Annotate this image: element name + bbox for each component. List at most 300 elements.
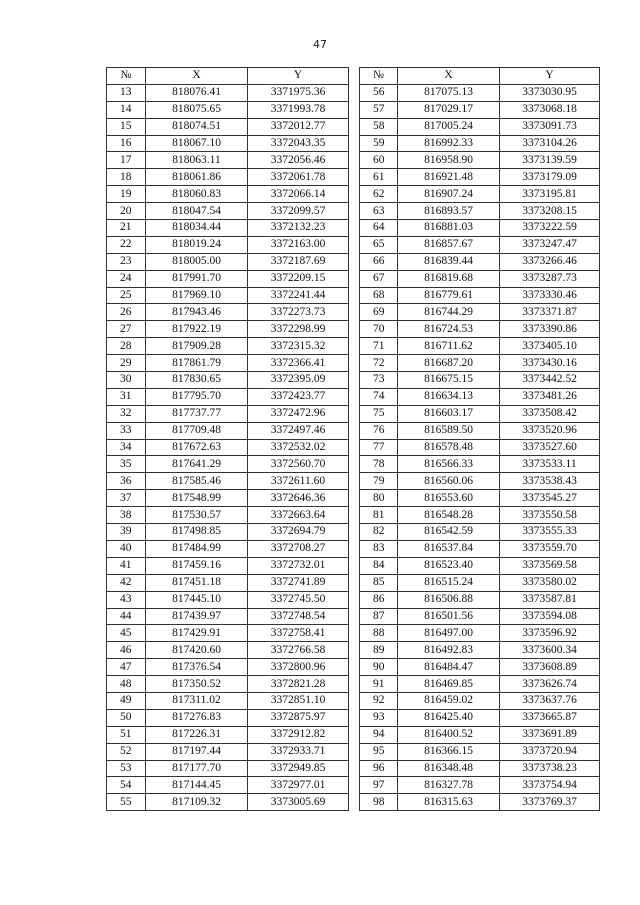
column-gap — [349, 68, 360, 85]
point-number-left: 18 — [107, 169, 146, 186]
x-coordinate-right: 816881.03 — [398, 220, 500, 237]
point-number-left: 24 — [107, 270, 146, 287]
point-number-left: 30 — [107, 372, 146, 389]
x-coordinate-left: 817376.54 — [146, 659, 248, 676]
x-coordinate-left: 818047.54 — [146, 203, 248, 220]
y-coordinate-right: 3373600.34 — [500, 642, 600, 659]
y-coordinate-left: 3372163.00 — [248, 236, 349, 253]
y-coordinate-right: 3373538.43 — [500, 473, 600, 490]
point-number-left: 20 — [107, 203, 146, 220]
y-coordinate-right: 3373555.33 — [500, 524, 600, 541]
x-coordinate-right: 816537.84 — [398, 540, 500, 557]
column-gap — [349, 304, 360, 321]
column-gap — [349, 726, 360, 743]
y-coordinate-right: 3373139.59 — [500, 152, 600, 169]
table-row — [107, 540, 600, 557]
point-number-right: 57 — [360, 101, 398, 118]
x-coordinate-left: 817177.70 — [146, 760, 248, 777]
point-number-left: 41 — [107, 557, 146, 574]
point-number-right: 78 — [360, 456, 398, 473]
point-number-left: 23 — [107, 253, 146, 270]
x-coordinate-left: 818076.41 — [146, 84, 248, 101]
point-number-left: 45 — [107, 625, 146, 642]
point-number-right: 96 — [360, 760, 398, 777]
y-coordinate-right: 3373508.42 — [500, 405, 600, 422]
point-number-right: 92 — [360, 692, 398, 709]
point-number-left: 37 — [107, 490, 146, 507]
y-coordinate-right: 3373594.08 — [500, 608, 600, 625]
y-coordinate-left: 3372066.14 — [248, 186, 349, 203]
point-number-right: 75 — [360, 405, 398, 422]
point-number-right: 63 — [360, 203, 398, 220]
column-gap — [349, 490, 360, 507]
table-header-row — [107, 68, 600, 85]
y-coordinate-right: 3373665.87 — [500, 709, 600, 726]
table-row — [107, 304, 600, 321]
y-coordinate-left: 3372851.10 — [248, 692, 349, 709]
x-coordinate-left: 817420.60 — [146, 642, 248, 659]
y-coordinate-left: 3372132.23 — [248, 220, 349, 237]
point-number-right: 58 — [360, 118, 398, 135]
y-coordinate-right: 3373030.95 — [500, 84, 600, 101]
y-coordinate-left: 3372977.01 — [248, 777, 349, 794]
x-coordinate-left: 817350.52 — [146, 676, 248, 693]
point-number-right: 61 — [360, 169, 398, 186]
x-coordinate-left: 817439.97 — [146, 608, 248, 625]
page-number: 47 — [313, 38, 327, 51]
header-x-left: X — [146, 68, 248, 85]
y-coordinate-right: 3373390.86 — [500, 321, 600, 338]
table-row — [107, 220, 600, 237]
table-row — [107, 524, 600, 541]
point-number-left: 22 — [107, 236, 146, 253]
point-number-left: 52 — [107, 743, 146, 760]
y-coordinate-right: 3373569.58 — [500, 557, 600, 574]
x-coordinate-right: 816687.20 — [398, 355, 500, 372]
point-number-left: 19 — [107, 186, 146, 203]
point-number-right: 82 — [360, 524, 398, 541]
point-number-right: 74 — [360, 388, 398, 405]
column-gap — [349, 709, 360, 726]
point-number-right: 73 — [360, 372, 398, 389]
column-gap — [349, 84, 360, 101]
x-coordinate-left: 818060.83 — [146, 186, 248, 203]
x-coordinate-right: 816501.56 — [398, 608, 500, 625]
y-coordinate-right: 3373527.60 — [500, 439, 600, 456]
y-coordinate-right: 3373222.59 — [500, 220, 600, 237]
y-coordinate-left: 3371993.78 — [248, 101, 349, 118]
table-row — [107, 169, 600, 186]
x-coordinate-right: 816907.24 — [398, 186, 500, 203]
table-row — [107, 338, 600, 355]
point-number-right: 90 — [360, 659, 398, 676]
x-coordinate-right: 816348.48 — [398, 760, 500, 777]
point-number-right: 87 — [360, 608, 398, 625]
y-coordinate-left: 3372061.78 — [248, 169, 349, 186]
point-number-right: 83 — [360, 540, 398, 557]
y-coordinate-left: 3372560.70 — [248, 456, 349, 473]
x-coordinate-right: 816542.59 — [398, 524, 500, 541]
table-row — [107, 557, 600, 574]
x-coordinate-right: 816425.40 — [398, 709, 500, 726]
y-coordinate-left: 3372875.97 — [248, 709, 349, 726]
x-coordinate-left: 817641.29 — [146, 456, 248, 473]
y-coordinate-left: 3372273.73 — [248, 304, 349, 321]
point-number-left: 17 — [107, 152, 146, 169]
table-row — [107, 186, 600, 203]
coordinates-table — [106, 67, 600, 811]
x-coordinate-right: 816400.52 — [398, 726, 500, 743]
point-number-left: 49 — [107, 692, 146, 709]
column-gap — [349, 372, 360, 389]
y-coordinate-left: 3372732.01 — [248, 557, 349, 574]
x-coordinate-left: 817922.19 — [146, 321, 248, 338]
x-coordinate-left: 817830.65 — [146, 372, 248, 389]
y-coordinate-left: 3372821.28 — [248, 676, 349, 693]
table-row — [107, 760, 600, 777]
x-coordinate-left: 817197.44 — [146, 743, 248, 760]
x-coordinate-left: 817451.18 — [146, 574, 248, 591]
table-row — [107, 270, 600, 287]
point-number-left: 47 — [107, 659, 146, 676]
x-coordinate-right: 816469.85 — [398, 676, 500, 693]
table-row — [107, 794, 600, 811]
table-row — [107, 439, 600, 456]
point-number-left: 50 — [107, 709, 146, 726]
y-coordinate-right: 3373179.09 — [500, 169, 600, 186]
y-coordinate-right: 3373405.10 — [500, 338, 600, 355]
column-gap — [349, 422, 360, 439]
table-row — [107, 355, 600, 372]
y-coordinate-left: 3372395.09 — [248, 372, 349, 389]
x-coordinate-left: 817429.91 — [146, 625, 248, 642]
y-coordinate-right: 3373430.16 — [500, 355, 600, 372]
column-gap — [349, 152, 360, 169]
y-coordinate-right: 3373287.73 — [500, 270, 600, 287]
y-coordinate-right: 3373442.52 — [500, 372, 600, 389]
point-number-right: 59 — [360, 135, 398, 152]
header-x-right: X — [398, 68, 500, 85]
y-coordinate-left: 3373005.69 — [248, 794, 349, 811]
point-number-right: 91 — [360, 676, 398, 693]
x-coordinate-left: 817943.46 — [146, 304, 248, 321]
y-coordinate-right: 3373550.58 — [500, 507, 600, 524]
table-row — [107, 253, 600, 270]
column-gap — [349, 591, 360, 608]
y-coordinate-left: 3372056.46 — [248, 152, 349, 169]
x-coordinate-left: 817795.70 — [146, 388, 248, 405]
x-coordinate-right: 816315.63 — [398, 794, 500, 811]
y-coordinate-right: 3373754.94 — [500, 777, 600, 794]
column-gap — [349, 557, 360, 574]
column-gap — [349, 760, 360, 777]
point-number-right: 84 — [360, 557, 398, 574]
table-row — [107, 574, 600, 591]
point-number-left: 26 — [107, 304, 146, 321]
x-coordinate-right: 816744.29 — [398, 304, 500, 321]
x-coordinate-left: 817484.99 — [146, 540, 248, 557]
column-gap — [349, 507, 360, 524]
point-number-right: 97 — [360, 777, 398, 794]
point-number-right: 68 — [360, 287, 398, 304]
table-row — [107, 101, 600, 118]
column-gap — [349, 405, 360, 422]
x-coordinate-left: 817226.31 — [146, 726, 248, 743]
point-number-right: 98 — [360, 794, 398, 811]
x-coordinate-right: 816506.88 — [398, 591, 500, 608]
column-gap — [349, 743, 360, 760]
header-y-right: Y — [500, 68, 600, 85]
column-gap — [349, 439, 360, 456]
point-number-left: 28 — [107, 338, 146, 355]
x-coordinate-right: 816327.78 — [398, 777, 500, 794]
y-coordinate-left: 3372748.54 — [248, 608, 349, 625]
column-gap — [349, 540, 360, 557]
point-number-left: 46 — [107, 642, 146, 659]
point-number-right: 56 — [360, 84, 398, 101]
point-number-left: 42 — [107, 574, 146, 591]
x-coordinate-left: 817311.02 — [146, 692, 248, 709]
table-row — [107, 692, 600, 709]
table-row — [107, 659, 600, 676]
table-row — [107, 473, 600, 490]
y-coordinate-left: 3372497.46 — [248, 422, 349, 439]
point-number-right: 79 — [360, 473, 398, 490]
x-coordinate-left: 817459.16 — [146, 557, 248, 574]
x-coordinate-right: 816634.13 — [398, 388, 500, 405]
point-number-right: 71 — [360, 338, 398, 355]
y-coordinate-right: 3373091.73 — [500, 118, 600, 135]
point-number-left: 53 — [107, 760, 146, 777]
point-number-right: 64 — [360, 220, 398, 237]
y-coordinate-left: 3372766.58 — [248, 642, 349, 659]
point-number-right: 66 — [360, 253, 398, 270]
x-coordinate-right: 816711.62 — [398, 338, 500, 355]
point-number-left: 33 — [107, 422, 146, 439]
y-coordinate-left: 3372949.85 — [248, 760, 349, 777]
column-gap — [349, 118, 360, 135]
point-number-left: 54 — [107, 777, 146, 794]
y-coordinate-right: 3373533.11 — [500, 456, 600, 473]
x-coordinate-right: 816857.67 — [398, 236, 500, 253]
x-coordinate-right: 816484.47 — [398, 659, 500, 676]
x-coordinate-right: 816548.28 — [398, 507, 500, 524]
x-coordinate-left: 817861.79 — [146, 355, 248, 372]
y-coordinate-right: 3373247.47 — [500, 236, 600, 253]
x-coordinate-left: 817144.45 — [146, 777, 248, 794]
y-coordinate-right: 3373769.37 — [500, 794, 600, 811]
point-number-left: 40 — [107, 540, 146, 557]
x-coordinate-right: 816839.44 — [398, 253, 500, 270]
x-coordinate-left: 818067.10 — [146, 135, 248, 152]
header-number-left: № — [107, 68, 146, 85]
y-coordinate-left: 3372298.99 — [248, 321, 349, 338]
point-number-right: 69 — [360, 304, 398, 321]
column-gap — [349, 524, 360, 541]
column-gap — [349, 287, 360, 304]
x-coordinate-right: 816366.15 — [398, 743, 500, 760]
y-coordinate-right: 3373596.92 — [500, 625, 600, 642]
point-number-left: 55 — [107, 794, 146, 811]
y-coordinate-left: 3372933.71 — [248, 743, 349, 760]
table-row — [107, 321, 600, 338]
y-coordinate-left: 3372532.02 — [248, 439, 349, 456]
y-coordinate-left: 3372012.77 — [248, 118, 349, 135]
x-coordinate-left: 817548.99 — [146, 490, 248, 507]
point-number-left: 16 — [107, 135, 146, 152]
point-number-right: 85 — [360, 574, 398, 591]
y-coordinate-right: 3373266.46 — [500, 253, 600, 270]
column-gap — [349, 794, 360, 811]
y-coordinate-left: 3372099.57 — [248, 203, 349, 220]
point-number-left: 43 — [107, 591, 146, 608]
x-coordinate-right: 816578.48 — [398, 439, 500, 456]
column-gap — [349, 692, 360, 709]
y-coordinate-right: 3373545.27 — [500, 490, 600, 507]
table-row — [107, 642, 600, 659]
x-coordinate-right: 816589.50 — [398, 422, 500, 439]
x-coordinate-left: 817109.32 — [146, 794, 248, 811]
x-coordinate-right: 816603.17 — [398, 405, 500, 422]
x-coordinate-left: 817991.70 — [146, 270, 248, 287]
point-number-right: 62 — [360, 186, 398, 203]
y-coordinate-right: 3373208.15 — [500, 203, 600, 220]
point-number-right: 86 — [360, 591, 398, 608]
y-coordinate-left: 3372800.96 — [248, 659, 349, 676]
x-coordinate-left: 817909.28 — [146, 338, 248, 355]
x-coordinate-right: 816459.02 — [398, 692, 500, 709]
point-number-right: 94 — [360, 726, 398, 743]
header-y-left: Y — [248, 68, 349, 85]
x-coordinate-right: 816779.61 — [398, 287, 500, 304]
point-number-right: 93 — [360, 709, 398, 726]
point-number-right: 76 — [360, 422, 398, 439]
x-coordinate-left: 817585.46 — [146, 473, 248, 490]
table-body — [107, 84, 600, 810]
column-gap — [349, 642, 360, 659]
y-coordinate-right: 3373195.81 — [500, 186, 600, 203]
point-number-left: 44 — [107, 608, 146, 625]
table-row — [107, 777, 600, 794]
y-coordinate-left: 3372694.79 — [248, 524, 349, 541]
y-coordinate-left: 3371975.36 — [248, 84, 349, 101]
y-coordinate-right: 3373559.70 — [500, 540, 600, 557]
point-number-left: 34 — [107, 439, 146, 456]
y-coordinate-left: 3372745.50 — [248, 591, 349, 608]
y-coordinate-left: 3372187.69 — [248, 253, 349, 270]
y-coordinate-left: 3372663.64 — [248, 507, 349, 524]
table-row — [107, 507, 600, 524]
x-coordinate-left: 817709.48 — [146, 422, 248, 439]
x-coordinate-left: 818034.44 — [146, 220, 248, 237]
column-gap — [349, 574, 360, 591]
x-coordinate-right: 817029.17 — [398, 101, 500, 118]
column-gap — [349, 135, 360, 152]
point-number-left: 35 — [107, 456, 146, 473]
table-row — [107, 591, 600, 608]
x-coordinate-left: 818075.65 — [146, 101, 248, 118]
x-coordinate-left: 817445.10 — [146, 591, 248, 608]
column-gap — [349, 659, 360, 676]
x-coordinate-left: 817737.77 — [146, 405, 248, 422]
table-row — [107, 372, 600, 389]
x-coordinate-left: 817530.57 — [146, 507, 248, 524]
y-coordinate-right: 3373104.26 — [500, 135, 600, 152]
y-coordinate-right: 3373720.94 — [500, 743, 600, 760]
column-gap — [349, 186, 360, 203]
column-gap — [349, 608, 360, 625]
point-number-left: 13 — [107, 84, 146, 101]
column-gap — [349, 777, 360, 794]
column-gap — [349, 203, 360, 220]
column-gap — [349, 253, 360, 270]
table-row — [107, 676, 600, 693]
y-coordinate-left: 3372315.32 — [248, 338, 349, 355]
y-coordinate-right: 3373330.46 — [500, 287, 600, 304]
x-coordinate-left: 817672.63 — [146, 439, 248, 456]
y-coordinate-right: 3373637.76 — [500, 692, 600, 709]
x-coordinate-left: 818061.86 — [146, 169, 248, 186]
x-coordinate-left: 818074.51 — [146, 118, 248, 135]
y-coordinate-right: 3373481.26 — [500, 388, 600, 405]
point-number-left: 25 — [107, 287, 146, 304]
point-number-right: 70 — [360, 321, 398, 338]
point-number-left: 21 — [107, 220, 146, 237]
column-gap — [349, 388, 360, 405]
column-gap — [349, 220, 360, 237]
point-number-left: 14 — [107, 101, 146, 118]
point-number-right: 77 — [360, 439, 398, 456]
point-number-right: 72 — [360, 355, 398, 372]
x-coordinate-left: 818005.00 — [146, 253, 248, 270]
x-coordinate-right: 816958.90 — [398, 152, 500, 169]
y-coordinate-right: 3373608.89 — [500, 659, 600, 676]
table-row — [107, 422, 600, 439]
x-coordinate-right: 816560.06 — [398, 473, 500, 490]
table-row — [107, 405, 600, 422]
x-coordinate-right: 816921.48 — [398, 169, 500, 186]
column-gap — [349, 338, 360, 355]
y-coordinate-right: 3373371.87 — [500, 304, 600, 321]
table-row — [107, 84, 600, 101]
column-gap — [349, 456, 360, 473]
point-number-right: 60 — [360, 152, 398, 169]
point-number-right: 80 — [360, 490, 398, 507]
x-coordinate-right: 816553.60 — [398, 490, 500, 507]
y-coordinate-right: 3373520.96 — [500, 422, 600, 439]
point-number-right: 95 — [360, 743, 398, 760]
table-row — [107, 726, 600, 743]
y-coordinate-left: 3372472.96 — [248, 405, 349, 422]
y-coordinate-right: 3373587.81 — [500, 591, 600, 608]
x-coordinate-left: 818019.24 — [146, 236, 248, 253]
table-row — [107, 118, 600, 135]
header-number-right: № — [360, 68, 398, 85]
column-gap — [349, 236, 360, 253]
point-number-left: 48 — [107, 676, 146, 693]
x-coordinate-right: 817075.13 — [398, 84, 500, 101]
x-coordinate-right: 816566.33 — [398, 456, 500, 473]
y-coordinate-left: 3372646.36 — [248, 490, 349, 507]
column-gap — [349, 321, 360, 338]
column-gap — [349, 625, 360, 642]
x-coordinate-right: 817005.24 — [398, 118, 500, 135]
x-coordinate-right: 816492.83 — [398, 642, 500, 659]
y-coordinate-right: 3373580.02 — [500, 574, 600, 591]
y-coordinate-left: 3372708.27 — [248, 540, 349, 557]
x-coordinate-right: 816497.00 — [398, 625, 500, 642]
column-gap — [349, 101, 360, 118]
